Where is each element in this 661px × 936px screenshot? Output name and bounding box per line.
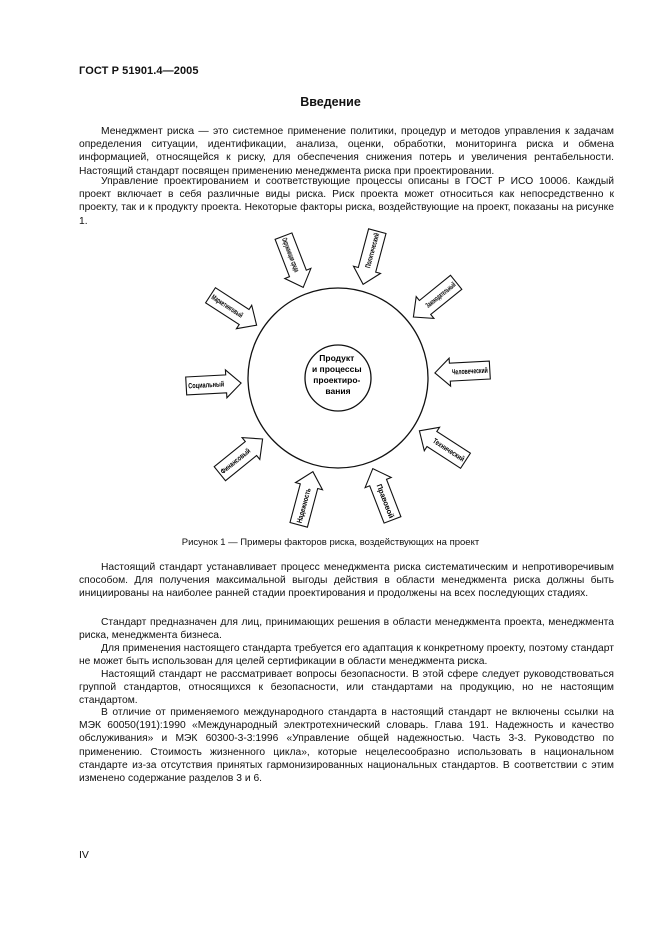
page-number: IV	[79, 849, 89, 861]
paragraph-7: В отличие от применяемого международного стандарта в настоящий стандарт не включены ссылки на МЭК 60050(191):1990 «Международный электротехнический словарь. Глава 191. Надежность и качество обслуживания» и МЭК 60300-3-3:1996 «Управление общей надежностью. Часть 3-3. Руководство по применению. Стоимость жизненного цикла», которые нецелесообразно использовать в национальном стандарте из-за отсутствия принятых гармонизированных национальных стандартов. В соответствии с этим изменено содержание разделов 3 и 6.	[79, 707, 614, 785]
section-title: Введение	[300, 95, 361, 109]
center-line-3: проектиро-	[313, 375, 361, 385]
factor-label: Маркетинговый	[209, 292, 265, 333]
paragraph-6: Настоящий стандарт не рассматривает вопросы безопасности. В этой сфере следует руководствоваться группой стандартов, относящихся к безопасности, или стандартами на продукцию, но не настоящим стандартом.	[79, 669, 614, 707]
factor-label: Социальный	[187, 378, 237, 391]
figure-caption: Рисунок 1 — Примеры факторов риска, воздействующих на проект	[181, 537, 480, 548]
center-line-1: Продукт	[319, 353, 355, 363]
center-line-2: и процессы	[311, 364, 362, 374]
risk-factors-figure	[187, 215, 505, 535]
center-line-4: вания	[325, 386, 351, 396]
factor-label: Финансовый	[218, 438, 263, 476]
paragraph-5: Для применения настоящего стандарта требуется его адаптация к конкретному проекту, поэтому стандарт не может быть использован для целей сертификации в области менеджмента риска.	[79, 643, 614, 668]
factor-label: Технический	[431, 436, 476, 470]
paragraph-2: Управление проектированием и соответствующие процессы описаны в ГОСТ Р ИСО 10006. Каждый проект включает в себя различные виды риска. Риск проекта может относиться как непосредственно к проекту, так и к продукту проекта. Некоторые факторы риска, воздействующие на проект, показаны на рисунке 1.	[79, 176, 614, 227]
factor-label: Человеческий	[451, 364, 505, 377]
paragraph-4: Стандарт предназначен для лиц, принимающих решения в области менеджмента проекта, менеджмента риска, менеджмента бизнеса.	[79, 617, 614, 642]
factor-label: Политический	[363, 215, 386, 270]
factor-label: Законодательный	[423, 260, 483, 310]
factor-label: Правовой	[374, 482, 397, 521]
paragraph-3: Настоящий стандарт устанавливает процесс менеджмента риска систематическим и непротиворечивым способом. Для получения максимальной выгоды действия в области менеджмента риска должны быть инициированы на наиболее ранней стадии проектирования и продолжены на всех последующих стадиях.	[79, 562, 614, 600]
document-number: ГОСТ Р 51901.4—2005	[79, 65, 199, 77]
factor-label: Надежность	[294, 478, 316, 525]
paragraph-1: Менеджмент риска — это системное применение политики, процедур и методов управления к задачам определения ситуации, идентификации, анализа, оценки, обработки, мониторинга риска и обмена информацией, относящейся к риску, для обеспечения снижения потерь и увеличения рентабельности. Настоящий стандарт посвящен применению менеджмента риска при проектировании.	[79, 126, 614, 177]
